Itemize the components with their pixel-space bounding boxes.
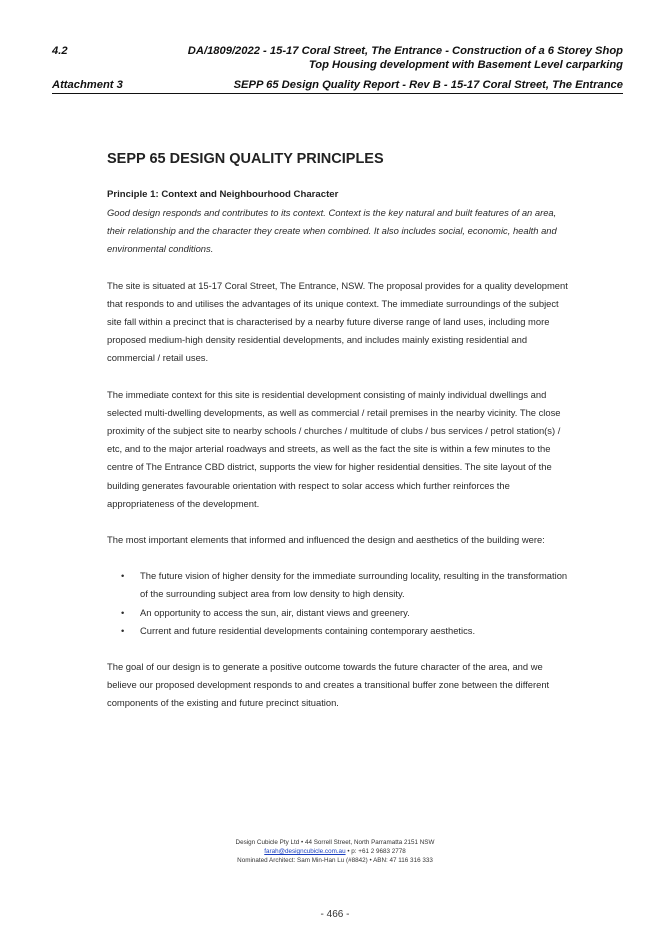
paragraph-elements: The most important elements that informed and influenced the design and aesthetics of the building were: bbox=[107, 534, 545, 546]
principle-intro: Good design responds and contributes to its context. Context is the key natural and built features of an area, their relationship and the character they create when combined. It also includes social, economic, health and environmental conditions. bbox=[107, 207, 557, 255]
design-elements-list bbox=[107, 567, 569, 640]
page-title: SEPP 65 DESIGN QUALITY PRINCIPLES bbox=[107, 151, 384, 167]
footer-address: Design Cubicle Pty Ltd • 44 Sorrell Street, North Parramatta 2151 NSW bbox=[235, 839, 435, 846]
document-body bbox=[107, 150, 569, 731]
paragraph-site: The site is situated at 15-17 Coral Street, The Entrance, NSW. The proposal provides for a quality development that responds to and utilises the advantages of its unique context. The immediate surroundings of the subject site fall within a precinct that is characterised by a nearby future diverse range of land uses, including more proposed medium-high density residential developments, and includes mainly existing residential and commercial / retail uses. bbox=[107, 279, 568, 364]
list-item: • The future vision of higher density for the immediate surrounding locality, resulting in the transformation of the surrounding subject area from low density to high density. bbox=[140, 567, 569, 603]
page-number: - 466 - bbox=[320, 909, 350, 920]
list-item: • An opportunity to access the sun, air, distant views and greenery. bbox=[140, 604, 569, 622]
footer-architect: Nominated Architect: Sam Min-Han Lu (#8842) • ABN: 47 116 316 333 bbox=[237, 857, 433, 864]
agenda-item-number: 4.2 bbox=[52, 45, 68, 57]
report-title: SEPP 65 Design Quality Report - Rev B - 15-17 Coral Street, The Entrance bbox=[233, 79, 623, 91]
paragraph-closing: The goal of our design is to generate a positive outcome towards the future character of the area, and we believe our proposed development responds to and creates a transitional buffer zone between the different components of the existing and future precinct situation. bbox=[107, 661, 550, 709]
footer-contact bbox=[0, 847, 670, 856]
footer-phone: • p: +61 2 9683 2778 bbox=[345, 848, 406, 855]
page-header bbox=[52, 44, 623, 74]
email-link[interactable]: farah@designcubicle.com.au bbox=[264, 848, 346, 855]
principle-heading: Principle 1: Context and Neighbourhood Character bbox=[107, 189, 339, 200]
list-item: • Current and future residential developments containing contemporary aesthetics. bbox=[140, 622, 569, 640]
attachment-header bbox=[52, 78, 623, 94]
company-footer bbox=[0, 838, 670, 865]
paragraph-context: The immediate context for this site is residential development consisting of mainly individual dwellings and selected multi-dwelling developments, as well as commercial / retail premises in the nearby vicinity. The close proximity of the subject site to nearby schools / churches / multitude of clubs / bus services / petrol station(s) / etc, and to the major arterial roadways and streets, as well as the fact the site is within a few minutes to the centre of The Entrance CBD district, supports the view for higher residential densities. The site layout of the building generates favourable orientation with respect to solar access which further reinforces the appropriateness of the development. bbox=[107, 388, 561, 509]
da-title-line-1: DA/1809/2022 - 15-17 Coral Street, The Entrance - Construction of a 6 Storey Shop bbox=[187, 45, 623, 57]
attachment-label: Attachment 3 bbox=[52, 79, 123, 91]
da-title-line-2: Top Housing development with Basement Level carparking bbox=[308, 59, 623, 71]
